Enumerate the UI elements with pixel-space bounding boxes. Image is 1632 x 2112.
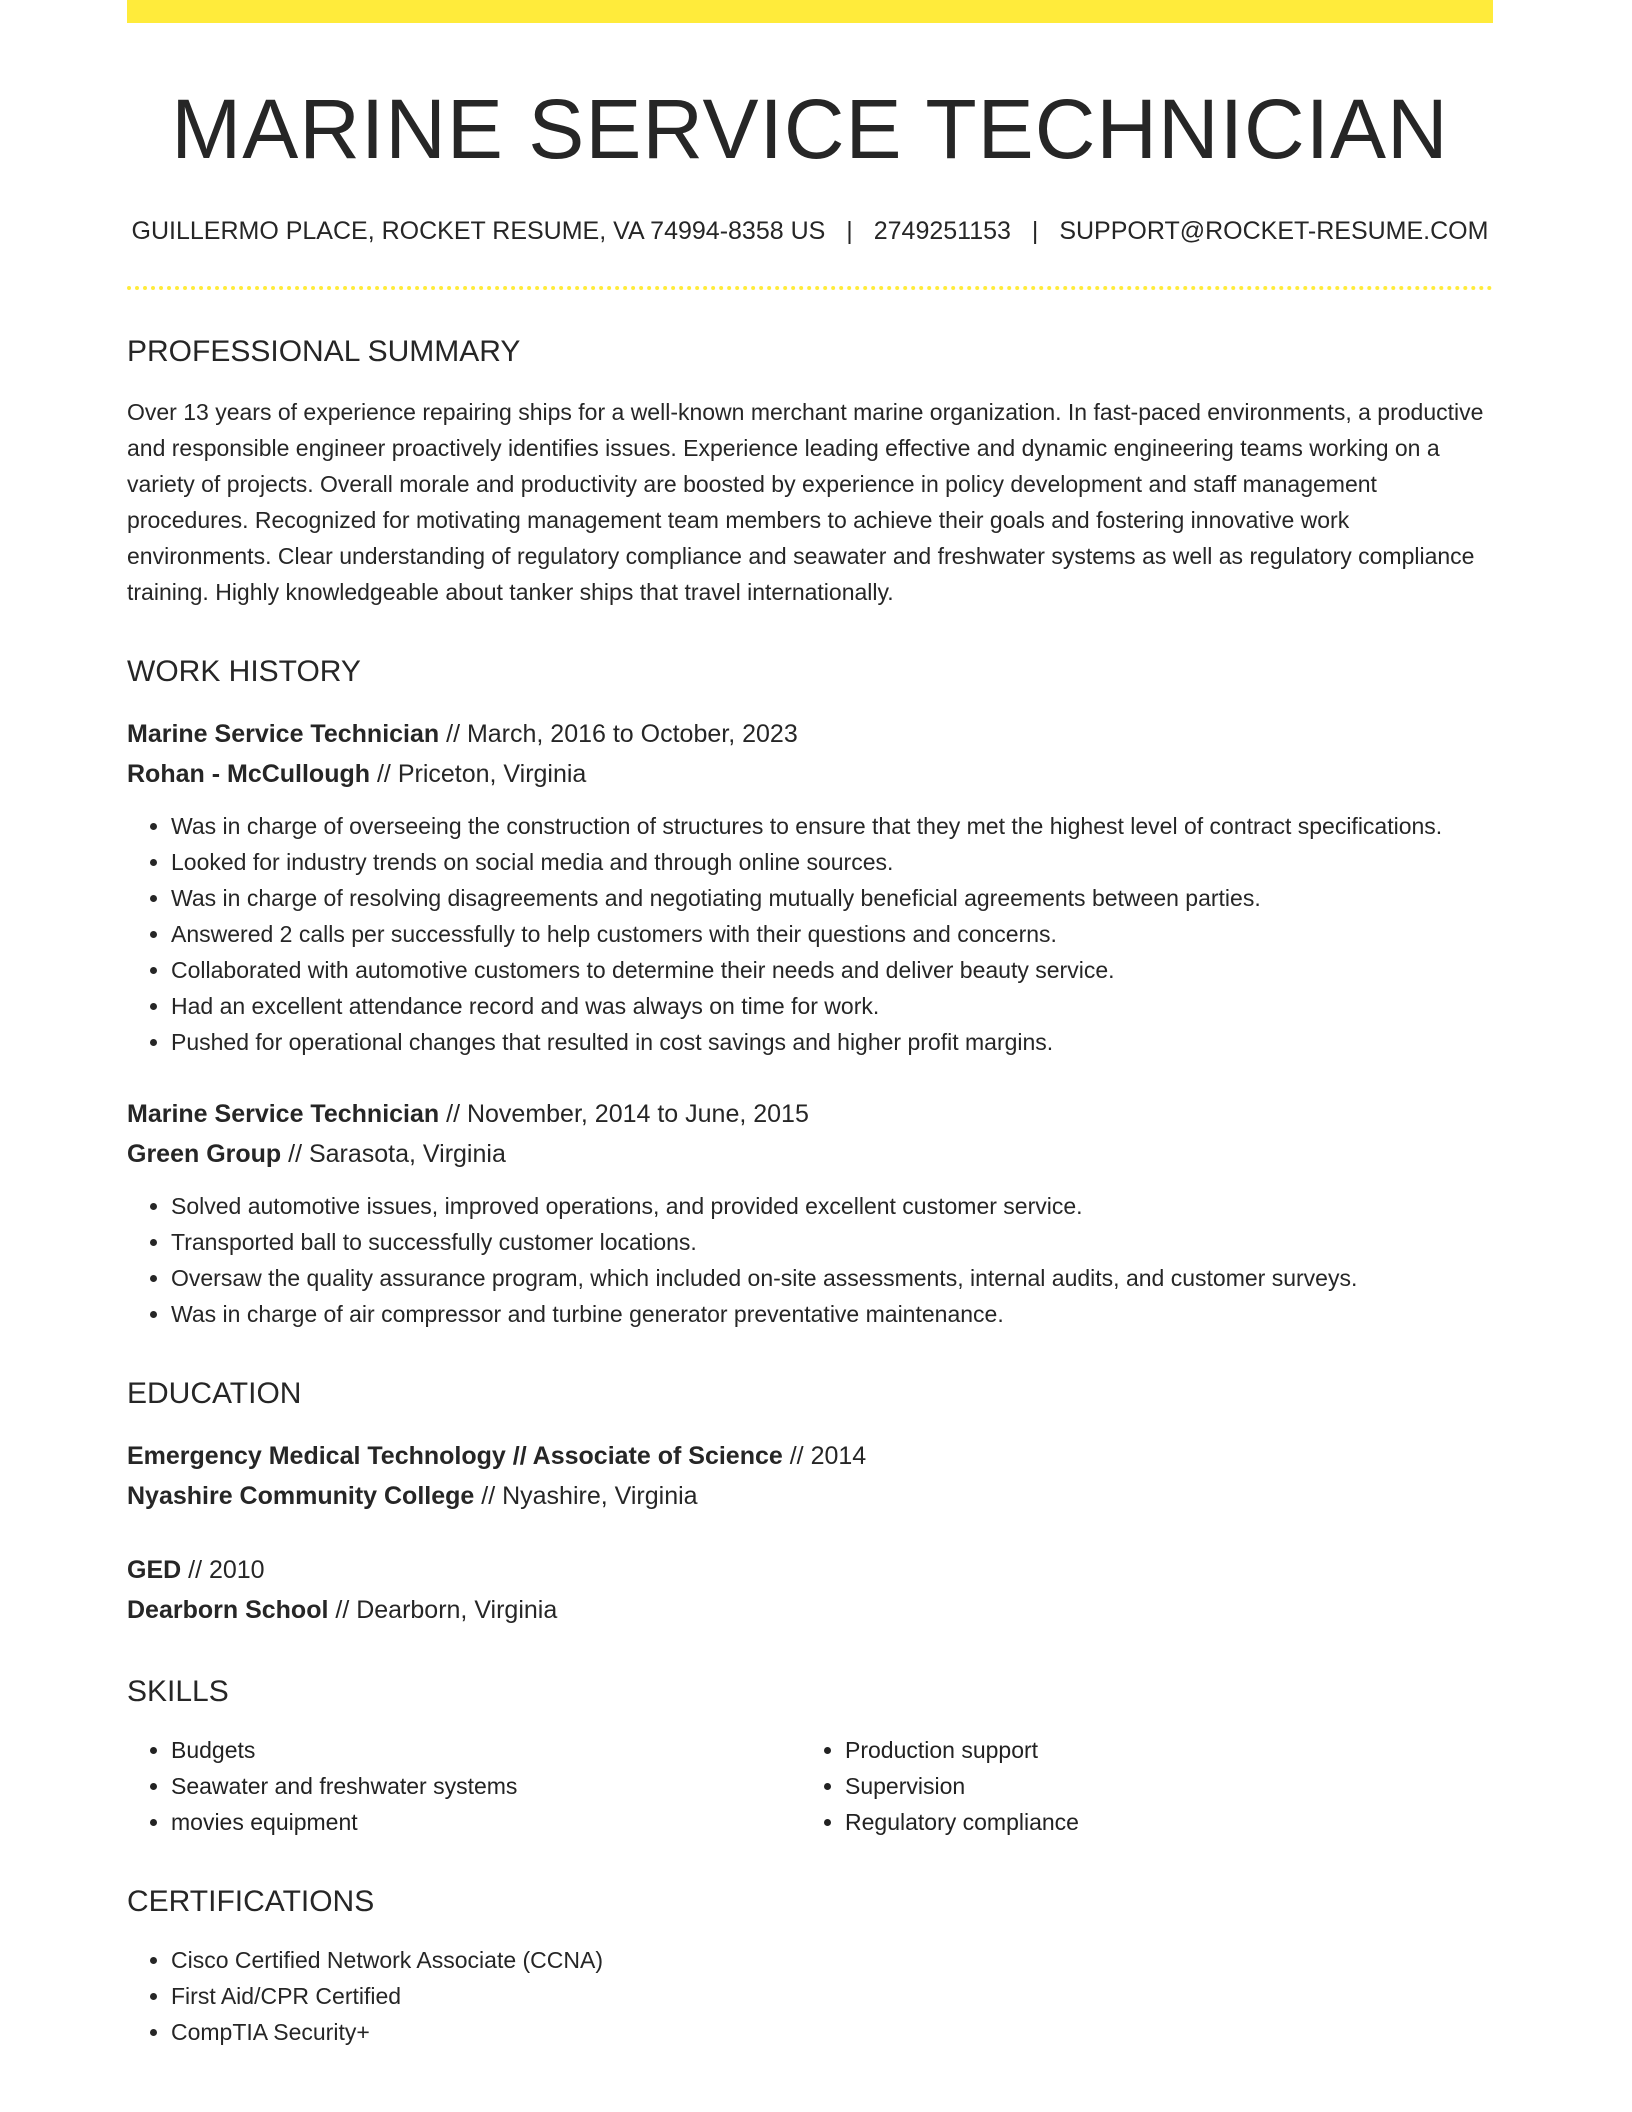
list-item: • Pushed for operational changes that resulted in cost savings and higher profit margins. <box>171 1024 1493 1060</box>
job-dates: // November, 2014 to June, 2015 <box>439 1099 809 1128</box>
job-dates: // March, 2016 to October, 2023 <box>439 719 798 748</box>
contact-separator: | <box>1031 217 1039 246</box>
list-item: • CompTIA Security+ <box>171 2014 1493 2050</box>
work-history-heading: WORK HISTORY <box>127 654 361 688</box>
school: Nyashire Community College <box>127 1481 475 1510</box>
degree: GED <box>127 1555 182 1584</box>
resume-content <box>127 23 1493 2050</box>
list-item: • Answered 2 calls per successfully to help customers with their questions and concerns. <box>171 916 1493 952</box>
degree: Emergency Medical Technology // Associate of Science <box>127 1441 783 1470</box>
job-location: // Sarasota, Virginia <box>281 1139 506 1168</box>
dotted-divider <box>127 286 1493 290</box>
contact-address: GUILLERMO PLACE, ROCKET RESUME, VA 74994-8358 US <box>131 217 826 246</box>
list-item: • Looked for industry trends on social media and through online sources. <box>171 844 1493 880</box>
job-company-line <box>127 1134 1493 1174</box>
list-item: • Budgets <box>171 1732 801 1768</box>
list-item: • Collaborated with automotive customers to determine their needs and deliver beauty service. <box>171 952 1493 988</box>
list-item: • Supervision <box>845 1768 1475 1804</box>
job-company: Green Group <box>127 1139 282 1168</box>
job-title: Marine Service Technician <box>127 719 440 748</box>
contact-email: SUPPORT@ROCKET-RESUME.COM <box>1059 217 1489 246</box>
education-entry <box>127 1436 1493 1516</box>
job-location: // Priceton, Virginia <box>370 759 587 788</box>
job-title: Marine Service Technician <box>127 1099 440 1128</box>
contact-phone: 2749251153 <box>873 217 1011 246</box>
contact-line <box>127 215 1493 248</box>
list-item: • First Aid/CPR Certified <box>171 1978 1493 2014</box>
skills-column-left <box>127 1732 801 1840</box>
education-heading: EDUCATION <box>127 1376 302 1410</box>
school: Dearborn School <box>127 1595 329 1624</box>
education-entry <box>127 1550 1493 1630</box>
degree-year: // 2014 <box>782 1441 867 1470</box>
list-item: • Production support <box>845 1732 1475 1768</box>
degree-year: // 2010 <box>181 1555 265 1584</box>
school-location: // Dearborn, Virginia <box>328 1595 558 1624</box>
certifications-heading: CERTIFICATIONS <box>127 1884 375 1918</box>
job-company: Rohan - McCullough <box>127 759 371 788</box>
list-item: • movies equipment <box>171 1804 801 1840</box>
list-item: • Was in charge of air compressor and turbine generator preventative maintenance. <box>171 1296 1493 1332</box>
list-item: • Had an excellent attendance record and was always on time for work. <box>171 988 1493 1024</box>
list-item: • Regulatory compliance <box>845 1804 1475 1840</box>
job-bullets <box>127 808 1493 1060</box>
job-entry <box>127 714 1493 1060</box>
job-title-line <box>127 1094 1493 1134</box>
page-title: MARINE SERVICE TECHNICIAN <box>171 82 1449 176</box>
summary-heading: PROFESSIONAL SUMMARY <box>127 334 521 368</box>
job-entry <box>127 1094 1493 1332</box>
job-company-line <box>127 754 1493 794</box>
certifications-list <box>127 1942 1493 2050</box>
list-item: • Was in charge of overseeing the construction of structures to ensure that they met the highest level of contract specifications. <box>171 808 1493 844</box>
list-item: • Was in charge of resolving disagreements and negotiating mutually beneficial agreements between parties. <box>171 880 1493 916</box>
skills-heading: SKILLS <box>127 1674 229 1708</box>
list-item: • Oversaw the quality assurance program, which included on-site assessments, internal audits, and customer surveys. <box>171 1260 1493 1296</box>
skills-list <box>127 1732 1493 1840</box>
job-title-line <box>127 714 1493 754</box>
list-item: • Transported ball to successfully customer locations. <box>171 1224 1493 1260</box>
school-location: // Nyashire, Virginia <box>474 1481 698 1510</box>
list-item: • Cisco Certified Network Associate (CCNA) <box>171 1942 1493 1978</box>
degree-line <box>127 1436 1493 1476</box>
summary-text: Over 13 years of experience repairing ships for a well-known merchant marine organization. In fast-paced environments, a productive and responsible engineer proactively identifies issues. Experience leading effective and dynamic engineering teams working on a variety of projects. Overall morale and productivity are boosted by experience in policy development and staff management procedures. Recognized for motivating management team members to achieve their goals and fostering innovative work environments. Clear understanding of regulatory compliance and seawater and freshwater systems as well as regulatory compliance training. Highly knowledgeable about tanker ships that travel internationally. <box>127 398 1484 605</box>
accent-top-bar <box>127 0 1493 23</box>
list-item: • Seawater and freshwater systems <box>171 1768 801 1804</box>
skills-column-right <box>801 1732 1475 1840</box>
school-line <box>127 1590 1493 1630</box>
job-bullets <box>127 1188 1493 1332</box>
contact-separator: | <box>846 217 853 246</box>
school-line <box>127 1476 1493 1516</box>
degree-line <box>127 1550 1493 1590</box>
list-item: • Solved automotive issues, improved operations, and provided excellent customer service. <box>171 1188 1493 1224</box>
